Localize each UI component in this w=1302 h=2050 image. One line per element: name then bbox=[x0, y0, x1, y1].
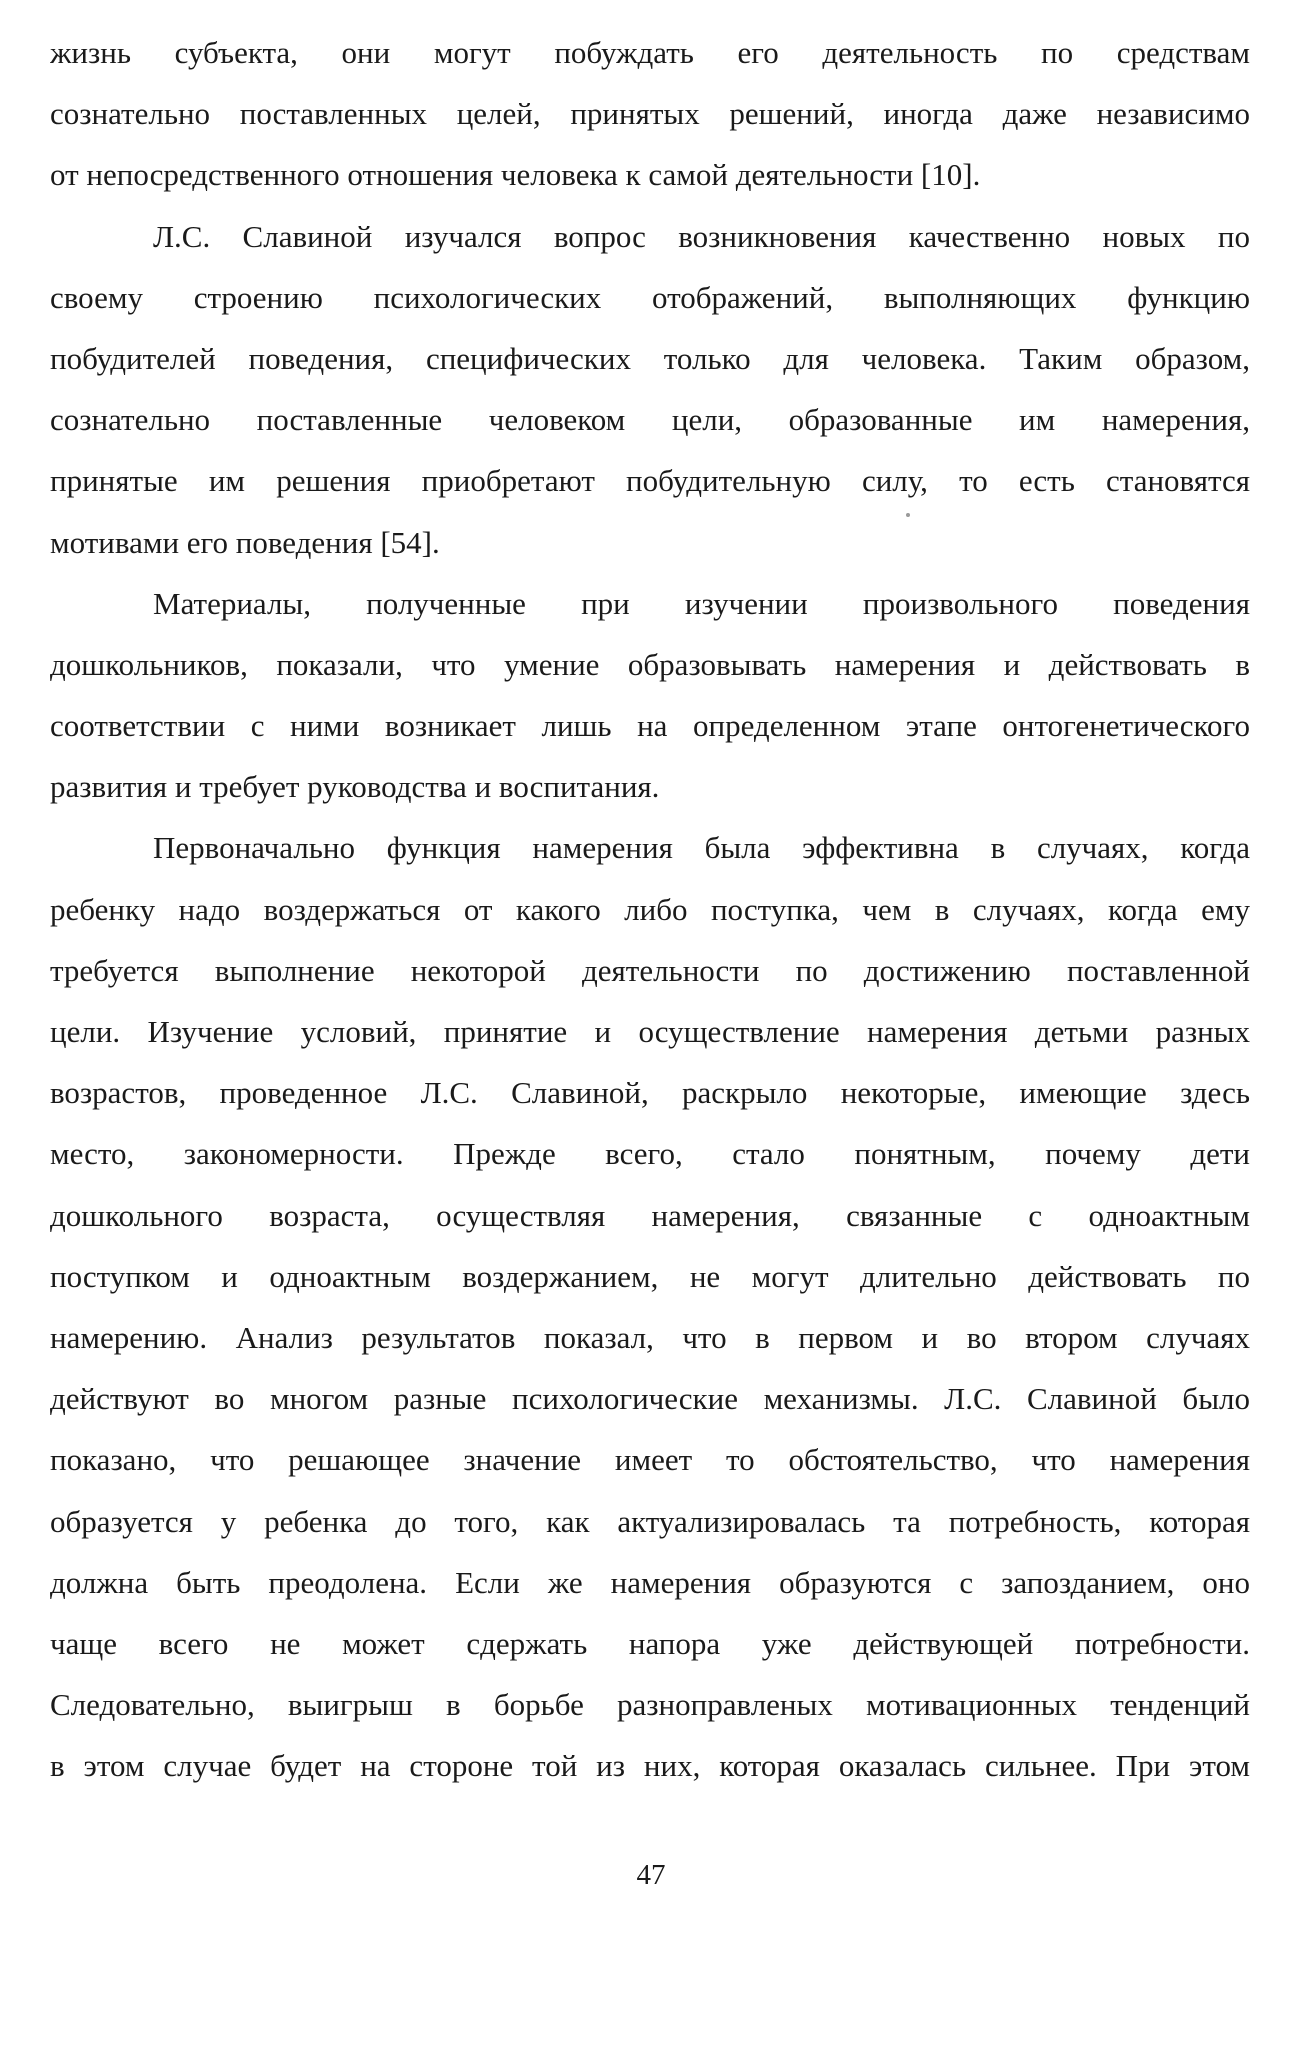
text-line: дошкольного возраста, осуществляя намерения, связанные с одноактным bbox=[50, 1197, 1250, 1233]
text-line: развития и требует руководства и воспитания. bbox=[50, 769, 660, 805]
text-line: чаще всего не может сдержать напора уже действующей потребности. bbox=[50, 1625, 1250, 1661]
text-line: должна быть преодолена. Если же намерения образуются с запозданием, оно bbox=[50, 1564, 1250, 1600]
text-line: в этом случае будет на стороне той из них, которая оказалась сильнее. При этом bbox=[50, 1748, 1250, 1784]
text-line: цели. Изучение условий, принятие и осуществление намерения детьми разных bbox=[50, 1014, 1250, 1049]
text-line: побудителей поведения, специфических только для человека. Таким образом, bbox=[50, 340, 1250, 376]
body-text bbox=[50, 22, 1250, 1796]
text-line: мотивами его поведения [54]. bbox=[50, 524, 440, 560]
page-number: 47 bbox=[636, 1859, 666, 1891]
text-line: Материалы, полученные при изучении произвольного поведения bbox=[153, 585, 1250, 621]
text-line: действуют во многом разные психологические механизмы. Л.С. Славиной было bbox=[50, 1381, 1250, 1417]
text-line: поступком и одноактным воздержанием, не могут длительно действовать по bbox=[50, 1258, 1250, 1294]
text-line: своему строению психологических отображений, выполняющих функцию bbox=[50, 279, 1250, 315]
text-line: сознательно поставленные человеком цели, образованные им намерения, bbox=[50, 402, 1250, 438]
text-line: сознательно поставленных целей, принятых решений, иногда даже независимо bbox=[50, 96, 1250, 132]
text-line: место, закономерности. Прежде всего, стало понятным, почему дети bbox=[50, 1136, 1250, 1172]
text-line: требуется выполнение некоторой деятельности по достижению поставленной bbox=[50, 952, 1250, 988]
text-line: возрастов, проведенное Л.С. Славиной, раскрыло некоторые, имеющие здесь bbox=[50, 1075, 1250, 1111]
scan-speck bbox=[906, 513, 910, 517]
text-line: соответствии с ними возникает лишь на определенном этапе онтогенетического bbox=[50, 708, 1250, 744]
text-line: Л.С. Славиной изучался вопрос возникновения качественно новых по bbox=[153, 218, 1250, 254]
text-line: Следовательно, выигрыш в борьбе разноправленых мотивационных тенденций bbox=[50, 1687, 1250, 1723]
text-line: показано, что решающее значение имеет то обстоятельство, что намерения bbox=[50, 1442, 1250, 1478]
text-line: образуется у ребенка до того, как актуализировалась та потребность, которая bbox=[50, 1503, 1250, 1539]
text-line: принятые им решения приобретают побудительную силу, то есть становятся bbox=[50, 463, 1250, 499]
text-line: намерению. Анализ результатов показал, что в первом и во втором случаях bbox=[50, 1319, 1250, 1355]
text-line: дошкольников, показали, что умение образовывать намерения и действовать в bbox=[50, 646, 1250, 682]
text-line: от непосредственного отношения человека к самой деятельности [10]. bbox=[50, 157, 981, 193]
text-line: жизнь субъекта, они могут побуждать его деятельность по средствам bbox=[50, 35, 1250, 70]
text-line: ребенку надо воздержаться от какого либо поступка, чем в случаях, когда ему bbox=[50, 891, 1250, 927]
text-line: Первоначально функция намерения была эффективна в случаях, когда bbox=[153, 830, 1250, 866]
